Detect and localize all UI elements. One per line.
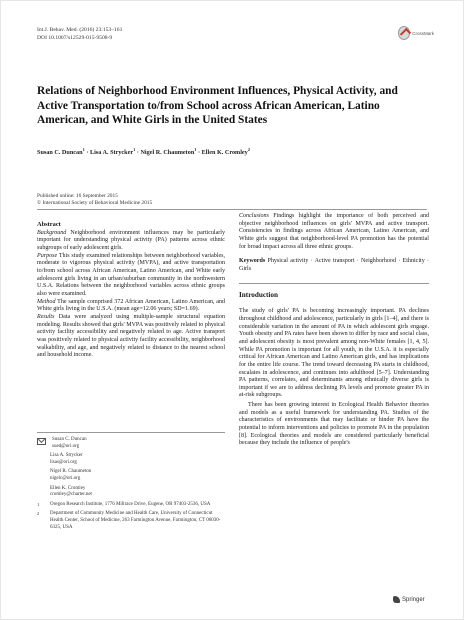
contact-email[interactable]: cromley@charter.net <box>50 492 92 498</box>
envelope-icon <box>37 438 46 445</box>
author-affiliation-mark: 2 <box>247 147 250 152</box>
introduction-body <box>239 308 429 448</box>
author-list: Susan C. Duncan$^1$ · Lisa A. Strycker$^1$ · Nigel R. Chaumeton$^1$ · Ellen K. Cromley$^2$ <box>37 147 250 157</box>
abstract-heading: Abstract <box>37 221 61 228</box>
keywords-text: Physical activity · Active transport · Neighborhood · Ethnicity · Girls <box>239 258 429 272</box>
divider <box>239 283 429 284</box>
crossmark-icon <box>398 26 410 40</box>
author-affiliation-mark: 1 <box>82 147 85 152</box>
keywords-label: Keywords <box>239 258 266 265</box>
paragraph: There has been growing interest in Ecological Health Behavior theories and models as a useful framework for understanding PA. Studies of the characteristics of environments that may facilitate or hinder PA have the potential to inform interventions and policies to promote PA in the population [8]. Ecological theories and models are considered particularly beneficial because they include the influence of people's <box>239 402 429 447</box>
author-affiliation-mark: 1 <box>133 147 136 152</box>
affiliation-number: 1 <box>37 501 40 507</box>
doi[interactable]: DOI 10.1007/s12529-015-9508-9 <box>37 35 113 41</box>
paragraph: The study of girls' PA is becoming increasingly important. PA declines throughout childhood and adolescence, particularly in girls [1–4], and there is considerable variation in the amount of PA in which adolescent girls engage. Youth obesity and PA rates have been shown to differ by race and social class, and adolescent obesity is most prevalent among non-White females [1, 4, 5]. While PA promotion is important for all youth, in the U.S.A. it is especially critical for African American and Latino American girls, and has implications for the entire life course. The trend toward decreasing PA starts in childhood, escalates in adolescence, and continues into adulthood [5–7]. Understanding PA patterns, correlates, and determinants among ethnically diverse girls is important if we are to address declining PA levels and promote greater PA in at-risk subgroups. <box>239 308 429 399</box>
crossmark-label: CrossMark <box>412 30 434 36</box>
abstract-background <box>37 230 225 253</box>
abstract-section <box>37 221 225 360</box>
abstract-results <box>37 314 225 360</box>
contact-name: Lisa A. Strycker <box>50 453 83 459</box>
abstract-text: This study examined relationships between neighborhood variables, moderate to vigorous physical activity (MVPA), and active transportation to/from school across African American, Latino American, and White early adolescent girls living in an urban/suburban community in the northwestern U.S.A. Relations between the neighborhood variables across ethnic groups also were examined. <box>37 252 226 297</box>
abstract-label: Results <box>37 313 55 320</box>
abstract-purpose <box>37 253 225 299</box>
author-name[interactable]: Lisa A. Strycker <box>89 149 134 157</box>
affiliation-text: Oregon Research Institute, 1776 Millrace Drive, Eugene, OR 97403-2536, USA <box>50 501 211 507</box>
publisher-name: Springer <box>402 596 425 603</box>
article-title: Relations of Neighborhood Environment Influences, Physical Activity, and Active Transportation to/from School across African American, Latino American, and White Girls in the United States <box>37 85 398 126</box>
springer-horse-icon <box>393 596 400 603</box>
abstract-text: Findings highlight the importance of both perceived and objective neighborhood influences on girls' MVPA and active transport. Consistencies in findings across African American, Latino American, and White girls suggest that neighborhood-level PA promotion has the potential for broad impact across all three ethnic groups. <box>239 213 429 250</box>
abstract-label: Background <box>37 229 67 236</box>
published-date: Published online: 16 September 2015 <box>37 193 118 199</box>
publisher-logo <box>393 596 425 603</box>
abstract-conclusions <box>239 213 429 251</box>
journal-citation: Int.J. Behav. Med. (2016) 23:153–161 <box>37 27 123 33</box>
abstract-label: Method <box>37 298 56 305</box>
introduction-heading: Introduction <box>239 290 279 299</box>
contact-email[interactable]: nigelc@ori.org <box>50 475 81 481</box>
divider <box>37 209 427 210</box>
journal-reference <box>37 26 122 42</box>
author-name[interactable]: Nigel R. Chaumeton <box>140 149 195 157</box>
author-name[interactable]: Susan C. Duncan <box>37 149 83 157</box>
contact-entry <box>37 486 225 499</box>
copyright: © International Society of Behavioral Medicine 2015 <box>37 200 153 207</box>
abstract-label: Conclusions <box>239 213 269 219</box>
abstract-text: Neighborhood environment influences may be particularly important for understanding physical activity (PA) patterns across ethnic subgroups of early adolescent girls. <box>37 229 226 251</box>
author-name[interactable]: Ellen K. Cromley <box>201 149 248 157</box>
affiliation-text: Department of Community Medicine and Health Care, University of Connecticut Health Center, School of Medicine, 263 Farmington Avenue, Farmington, CT 06030-6325, USA <box>50 511 221 530</box>
affiliation <box>37 502 225 509</box>
abstract-text: Data were analyzed using multiple-sample structural equation modeling. Results showed that girls' MVPA was positively related to physical activity facility accessibility and negatively related to age. Active transport was positively related to physical activity facility accessibility, neighborhood walkability, and age, and negatively related to distance to the nearest school and household income. <box>37 313 225 359</box>
contact-name: Susan C. Duncan <box>52 437 87 442</box>
contact-name: Ellen K. Cromley <box>50 485 86 491</box>
affiliation-number: 2 <box>37 511 40 517</box>
contact-name: Nigel R. Chaumeton <box>50 469 92 475</box>
abstract-text: The sample comprised 372 African American, Latino American, and White girls living in the U.S.A. (mean age=12.06 years; SD=1.69). <box>37 298 225 313</box>
correspondence-block <box>37 432 225 531</box>
contact-email[interactable]: lisas@ori.org <box>50 459 77 465</box>
abstract-method <box>37 299 225 314</box>
crossmark-badge[interactable] <box>398 24 434 42</box>
abstract-label: Purpose <box>37 252 58 259</box>
publication-info <box>37 193 152 208</box>
affiliation <box>37 511 225 531</box>
contact-entry <box>37 437 225 450</box>
contact-email[interactable]: sued@ori.org <box>52 443 80 449</box>
right-column <box>239 213 429 448</box>
contact-entry <box>37 453 225 466</box>
author-affiliation-mark: 1 <box>194 147 197 152</box>
keywords <box>239 258 429 273</box>
contact-entry <box>37 469 225 482</box>
